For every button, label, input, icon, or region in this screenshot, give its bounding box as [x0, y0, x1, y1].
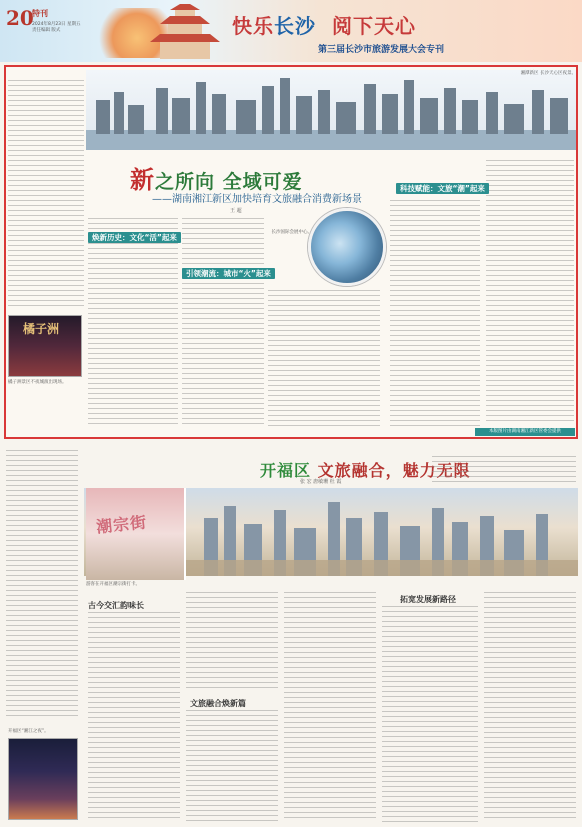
tower-illustration-icon	[130, 4, 240, 59]
feature1-subtitle: ——湖南湘江新区加快培育文旅融合消费新场景	[152, 194, 362, 205]
chaozong-photo-caption: 游客在开福区潮宗街打卡。	[86, 582, 140, 587]
special-issue-headline	[232, 10, 416, 39]
chaozong-photo-label: 潮宗街	[95, 512, 148, 537]
column-text-3	[268, 290, 380, 428]
headline-part-1: 快乐	[232, 14, 274, 38]
stage-performance-photo	[8, 315, 82, 377]
night-river-photo	[8, 738, 78, 820]
special-issue-subtitle: 第三届长沙市旅游发展大会专刊	[318, 45, 445, 55]
feature1-title-rest: 之所向 全域可爱	[155, 171, 303, 193]
stage-photo-label: 橘子洲	[23, 322, 60, 336]
bottom-column-1	[88, 612, 180, 822]
feature1-author: 王 超	[230, 208, 242, 214]
page-label: 特刊	[32, 9, 48, 18]
night-photo-caption: 开福区“湘江之夜”。	[8, 729, 49, 734]
stage-photo-caption: 橘子洲景区不夜城演出现场。	[8, 380, 67, 385]
masthead-meta: 2024年8月23日 星期五 责任编辑 版式	[32, 22, 81, 33]
column-text-1	[88, 218, 178, 428]
feature2-title-district: 开福区	[260, 461, 312, 480]
headline-part-2: 长沙	[274, 14, 316, 38]
bottom-left-text	[6, 450, 78, 720]
city-skyline-photo	[86, 70, 576, 150]
bottom-column-4	[382, 606, 478, 822]
feature2-title-rest: 文旅融合，魅力无限	[311, 461, 471, 480]
headline-part-3: 阅下天心	[331, 14, 416, 38]
column-text-5	[486, 160, 574, 422]
column-text-2	[182, 218, 264, 428]
masthead	[0, 0, 582, 62]
section-heading-trend: 引领潮流：城市“火”起来	[182, 268, 275, 279]
section-heading-culture: 文旅融合焕新篇	[190, 698, 246, 708]
page-number: 20	[6, 6, 34, 30]
section-heading-ancient: 古今交汇韵味长	[88, 600, 144, 610]
convention-center-caption: 长沙国际会展中心。	[271, 230, 312, 235]
section-heading-history: 焕新历史：文化“活”起来	[88, 232, 181, 243]
skyline-caption: 湘潭新区 长沙天心区夜景。	[520, 71, 576, 76]
chaozong-street-photo	[86, 488, 186, 580]
image-credit-bar: 本版图片由湖南湘江新区管委会提供	[475, 428, 575, 436]
bottom-column-3	[284, 592, 376, 822]
column-text-4	[390, 200, 480, 428]
section-heading-tech: 科技赋能：文旅“潮”起来	[396, 183, 489, 194]
convention-center-photo	[308, 208, 386, 286]
feature2-intro-text	[432, 456, 576, 486]
section-heading-development: 拓宽发展新路径	[400, 594, 456, 604]
feature1-title-prefix: 新	[130, 165, 155, 194]
bottom-column-2a	[186, 592, 278, 692]
left-column-text	[8, 70, 84, 320]
bottom-column-5	[484, 592, 576, 822]
feature2-author: 张 宏 唐敏珊 杜 霞	[300, 479, 342, 485]
bottom-column-2b	[186, 710, 278, 822]
